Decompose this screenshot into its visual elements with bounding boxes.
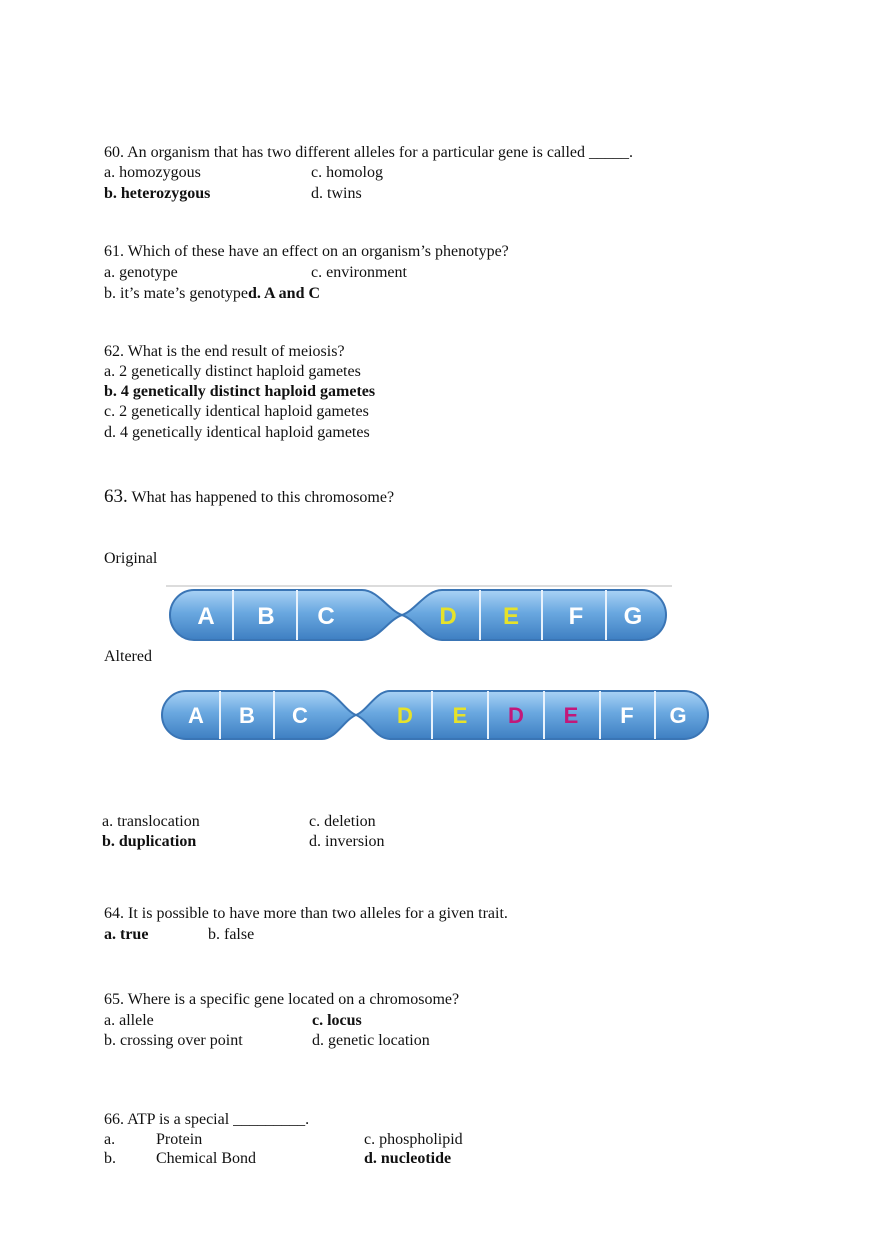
q60-prompt: 60. An organism that has two different alleles for a particular gene is called _____. [104,144,634,161]
q66-option-a-letter: a. [104,1131,116,1148]
altered-label: Altered [104,648,152,665]
q62-option-b-answer: b. 4 genetically distinct haploid gametes [104,383,376,400]
q66-option-d-answer: d. nucleotide [364,1150,452,1167]
q65-option-d: d. genetic location [312,1032,430,1049]
q64-prompt: 64. It is possible to have more than two alleles for a given trait. [104,905,508,922]
q61-option-a: a. genotype [104,264,178,281]
q66-prompt: 66. ATP is a special _________. [104,1111,310,1128]
q63-number: 63. [104,486,128,507]
altered-gene-label: D [508,703,524,728]
q62-option-c: c. 2 genetically identical haploid gametes [104,403,369,420]
altered-gene-label: G [669,703,687,728]
q61-option-b: b. it’s mate’s genotype [104,285,248,302]
altered-gene-label: F [620,703,634,728]
q64-option-a-answer: a. true [104,926,149,943]
q66-option-b-text: Chemical Bond [156,1150,256,1167]
altered-gene-label: B [239,703,255,728]
altered-gene-label: A [188,703,204,728]
q63-prompt: What has happened to this chromosome? [131,489,395,506]
original-gene-label: C [317,603,335,630]
original-gene-label: E [502,603,520,630]
original-chromosome [166,584,672,646]
q63-prompt-row [104,487,394,508]
original-gene-label: G [623,603,643,630]
q65-option-c-answer: c. locus [312,1012,362,1029]
q65-option-b: b. crossing over point [104,1032,243,1049]
q61-option-c: c. environment [311,264,407,281]
original-chromosome-svg [166,584,672,646]
q60-option-d: d. twins [311,185,362,202]
q66-option-c: c. phospholipid [364,1131,463,1148]
altered-gene-label: E [563,703,579,728]
q66-option-b-letter: b. [104,1150,116,1167]
original-chromosome-body [170,590,666,640]
q63-option-d: d. inversion [309,833,385,850]
q62-option-a: a. 2 genetically distinct haploid gametes [104,363,361,380]
original-gene-label: A [197,603,215,630]
q62-prompt: 62. What is the end result of meiosis? [104,343,345,360]
original-gene-label: B [257,603,275,630]
altered-gene-label: C [292,703,308,728]
q61-option-d-answer: d. A and C [247,285,321,302]
q65-option-a: a. allele [104,1012,154,1029]
q60-option-c: c. homolog [311,164,383,181]
q64-option-b: b. false [208,926,255,943]
altered-gene-label: E [452,703,468,728]
q63-option-a: a. translocation [102,813,200,830]
altered-chromosome-svg [160,688,712,744]
q60-option-b-answer: b. heterozygous [104,185,211,202]
q60-option-a: a. homozygous [104,164,201,181]
q63-option-c: c. deletion [309,813,376,830]
altered-gene-label: D [397,703,413,728]
q66-option-a-text: Protein [156,1131,203,1148]
q62-option-d: d. 4 genetically identical haploid gametes [104,424,370,441]
original-label: Original [104,550,158,567]
original-gene-label: F [568,603,584,630]
q63-option-b-answer: b. duplication [102,833,197,850]
q61-prompt: 61. Which of these have an effect on an organism’s phenotype? [104,243,509,260]
q61-options-bd-row [104,284,320,304]
q65-prompt: 65. Where is a specific gene located on a chromosome? [104,991,460,1008]
original-gene-label: D [439,603,457,630]
altered-chromosome [160,688,712,744]
